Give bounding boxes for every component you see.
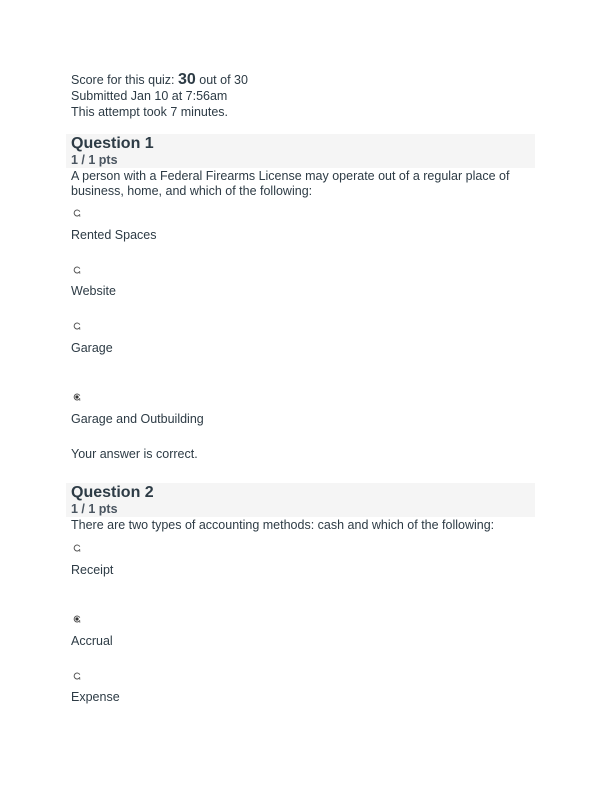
question-2-title: Question 2 (71, 484, 154, 501)
question-1-title: Question 1 (71, 135, 154, 152)
radio-unselected-icon[interactable] (73, 266, 81, 274)
q2-answer-receipt: Receipt (71, 563, 114, 577)
radio-unselected-icon[interactable] (73, 544, 81, 552)
score-prefix: Score for this quiz: (71, 73, 175, 87)
radio-selected-icon[interactable] (73, 615, 81, 623)
question-1-points: 1 / 1 pts (71, 153, 118, 167)
q2-answer-accrual: Accrual (71, 634, 113, 648)
score-value: 30 (178, 71, 196, 88)
score-suffix: out of 30 (199, 73, 248, 87)
question-1-text: A person with a Federal Firearms License may operate out of a regular place of business, home, and which of the following: (71, 169, 510, 198)
q1-answer-garage: Garage (71, 341, 113, 355)
radio-unselected-icon[interactable] (73, 209, 81, 217)
radio-selected-icon[interactable] (73, 393, 81, 401)
q1-answer-garage-and-outbuilding: Garage and Outbuilding (71, 412, 204, 426)
q1-answer-rented-spaces: Rented Spaces (71, 228, 157, 242)
score-line (71, 72, 248, 88)
q2-answer-expense: Expense (71, 690, 120, 704)
radio-unselected-icon[interactable] (73, 672, 81, 680)
attempt-time-line: This attempt took 7 minutes. (71, 105, 229, 119)
question-2-points: 1 / 1 pts (71, 502, 118, 516)
q1-feedback: Your answer is correct. (71, 447, 198, 461)
q1-answer-website: Website (71, 284, 116, 298)
quiz-summary (71, 72, 248, 120)
submitted-line: Submitted Jan 10 at 7:56am (71, 89, 228, 103)
radio-unselected-icon[interactable] (73, 322, 81, 330)
question-2-text: There are two types of accounting methods: cash and which of the following: (71, 518, 495, 532)
